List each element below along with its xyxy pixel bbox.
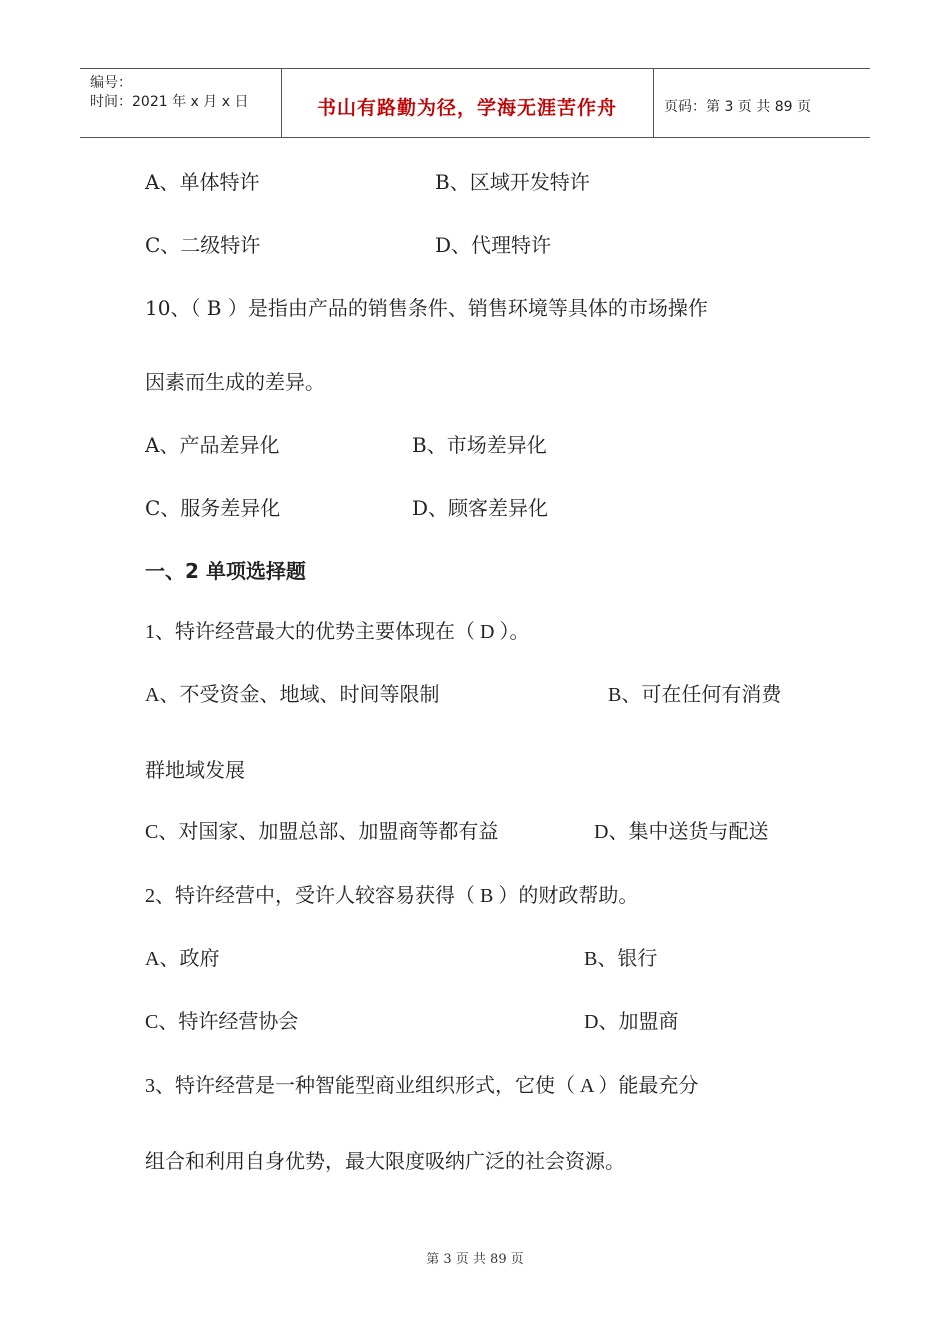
document-number-label: 编号：: [90, 75, 132, 91]
header-motto: 书山有路勤为径，学海无涯苦作舟: [316, 96, 617, 119]
text-line: B、市场差异化: [412, 433, 547, 457]
text-line: D、加盟商: [584, 1011, 679, 1033]
section-heading: 一、2 单项选择题: [145, 559, 306, 583]
text-line: C、服务差异化: [145, 496, 281, 520]
page-header: [80, 68, 870, 138]
text-line: A、单体特许: [145, 170, 260, 194]
text-line: C、二级特许: [145, 233, 261, 257]
text-line: D、顾客差异化: [412, 496, 549, 520]
text-line: D、集中送货与配送: [594, 821, 769, 843]
header-left-cell: [80, 69, 282, 137]
text-line: 2、特许经营中，受许人较容易获得（ B ）的财政帮助。: [145, 885, 639, 907]
text-line: A、不受资金、地域、时间等限制: [145, 684, 440, 706]
text-line: C、特许经营协会: [145, 1011, 299, 1033]
text-line: 1、特许经营最大的优势主要体现在（ D ）。: [145, 621, 530, 643]
text-line: A、政府: [145, 948, 220, 970]
text-line: C、对国家、加盟总部、加盟商等都有益: [145, 821, 499, 843]
text-line: 群地域发展: [145, 760, 245, 782]
text-line: B、可在任何有消费: [608, 684, 782, 706]
text-line: 因素而生成的差异。: [145, 370, 325, 394]
text-line: D、代理特许: [435, 233, 552, 257]
text-line: 组合和利用自身优势，最大限度吸纳广泛的社会资源。: [145, 1151, 625, 1173]
page-footer: 第 3 页 共 89 页: [426, 1252, 524, 1267]
header-right-cell: [654, 69, 870, 137]
text-line: A、产品差异化: [145, 433, 280, 457]
document-date-label: 时间：2021 年 x 月 x 日: [90, 94, 249, 110]
header-page-info: 页码：第 3 页 共 89 页: [664, 99, 811, 115]
text-line: B、区域开发特许: [435, 170, 590, 194]
text-line: 3、特许经营是一种智能型商业组织形式，它使（ A ）能最充分: [145, 1075, 699, 1097]
text-line: B、银行: [584, 948, 658, 970]
text-line: 10、（ B ）是指由产品的销售条件、销售环境等具体的市场操作: [145, 296, 708, 320]
header-middle-cell: [281, 69, 654, 137]
